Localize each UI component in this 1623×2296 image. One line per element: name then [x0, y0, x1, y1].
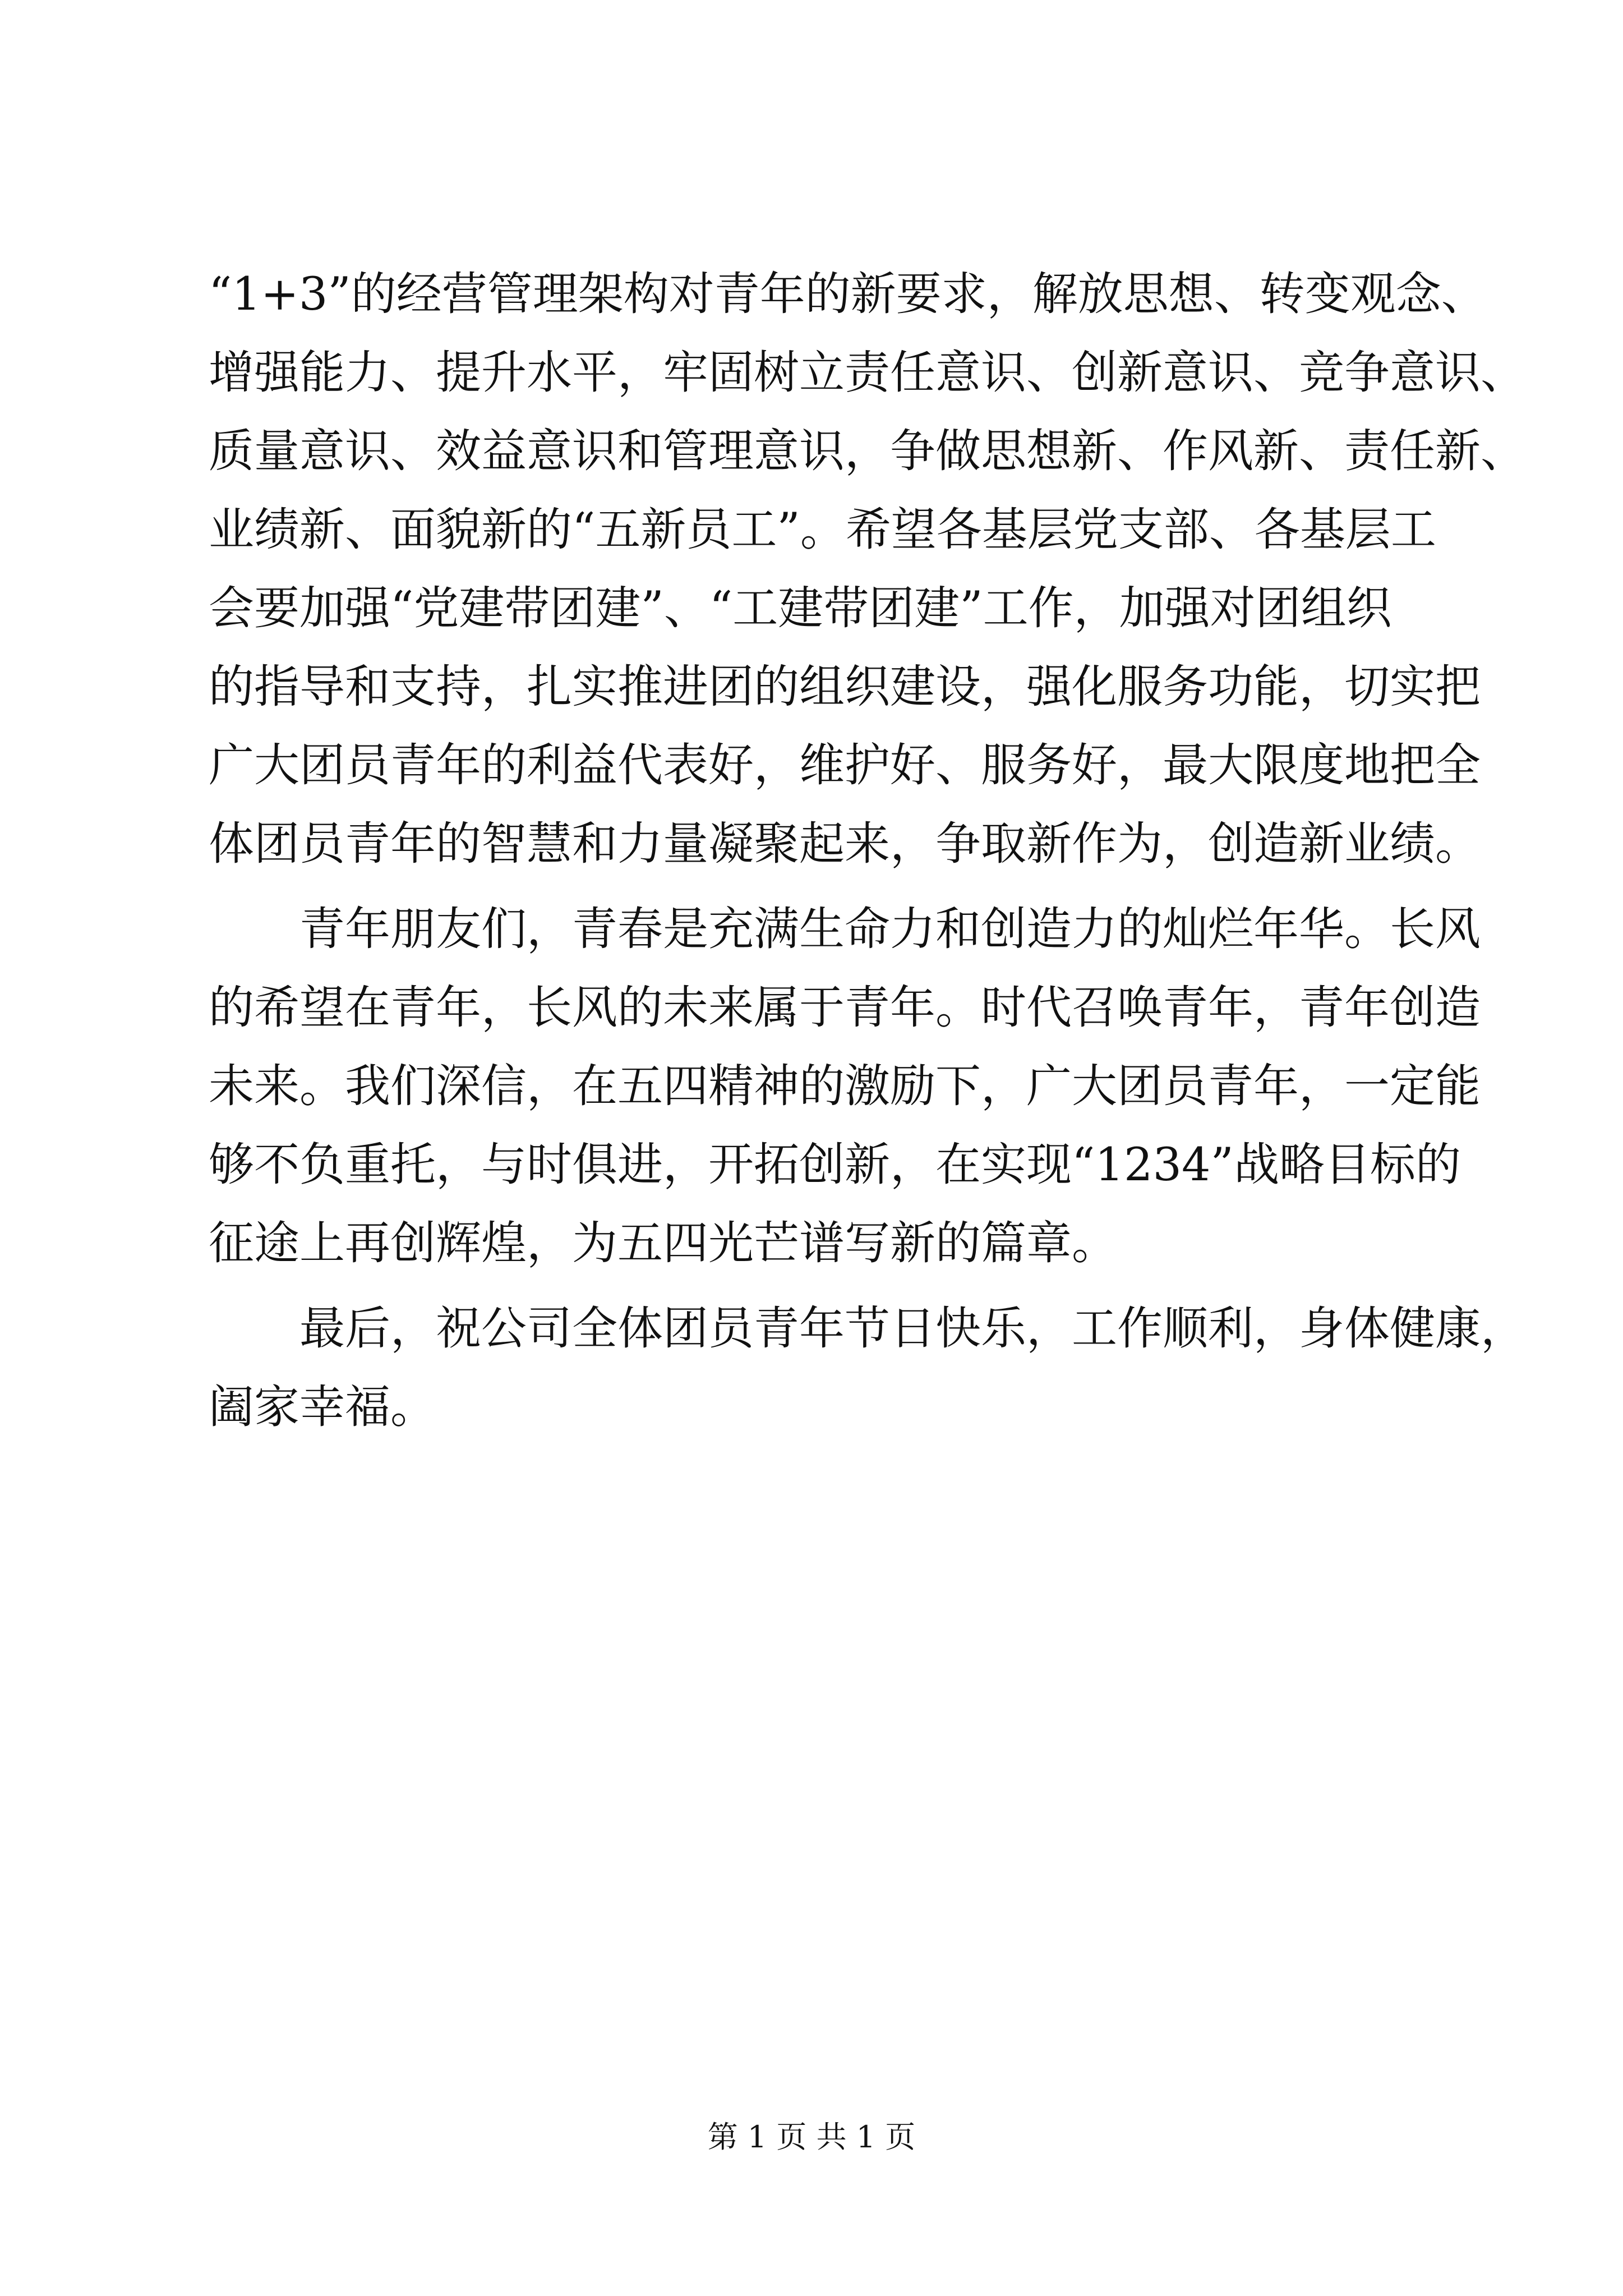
text-line: 最后，祝公司全体团员青年节日快乐，工作顺利，身体健康，	[209, 1303, 1527, 1355]
text-line: 质量意识、效益意识和管理意识，争做思想新、作风新、责任新、	[209, 425, 1527, 478]
paragraph	[209, 255, 1527, 884]
text-line: 征途上再创辉煌，为五四光芒谱写新的篇章。	[209, 1217, 1118, 1270]
text-line: 会要加强“党建带团建”、“工建带团建”工作，加强对团组织	[209, 582, 1392, 635]
paragraph	[209, 1290, 1527, 1447]
document-body	[209, 255, 1527, 1447]
text-line: “1+3”的经营管理架构对青年的新要求，解放思想、转变观念、	[209, 268, 1487, 321]
paragraph-gap	[209, 1283, 1414, 1290]
text-line: 的指导和支持，扎实推进团的组织建设，强化服务功能，切实把	[209, 661, 1481, 714]
page-footer: 第 1 页 共 1 页	[707, 2119, 916, 2155]
text-line: 业绩新、面貌新的“五新员工”。希望各基层党支部、各基层工	[209, 504, 1436, 556]
text-line: 体团员青年的智慧和力量凝聚起来，争取新作为，创造新业绩。	[209, 818, 1481, 871]
text-line: 未来。我们深信，在五四精神的激励下，广大团员青年，一定能	[209, 1060, 1481, 1113]
text-line: 阖家幸福。	[209, 1381, 436, 1434]
text-line: 增强能力、提升水平，牢固树立责任意识、创新意识、竞争意识、	[209, 347, 1527, 399]
paragraph-gap	[209, 884, 1414, 890]
paragraph	[209, 890, 1481, 1283]
text-line: 够不负重托，与时俱进，开拓创新，在实现“1234”战略目标的	[209, 1139, 1461, 1191]
text-line: 青年朋友们，青春是充满生命力和创造力的灿烂年华。长风	[209, 903, 1481, 956]
text-line: 广大团员青年的利益代表好，维护好、服务好，最大限度地把全	[209, 739, 1481, 792]
text-line: 的希望在青年，长风的未来属于青年。时代召唤青年，青年创造	[209, 982, 1481, 1034]
